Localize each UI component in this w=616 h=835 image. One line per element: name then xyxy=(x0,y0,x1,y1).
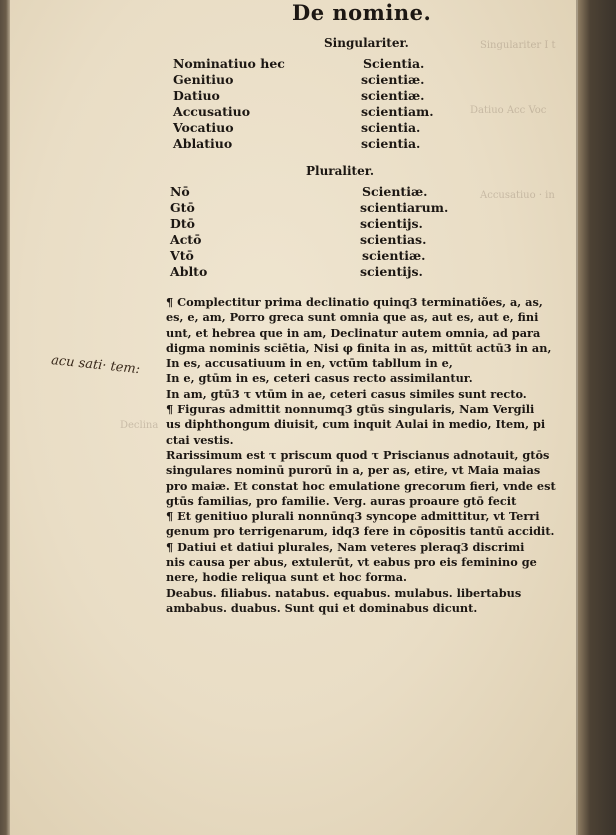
text-line: ¶ Et genitiuo plurali nonnūnq3 syncope admittitur, vt Terri xyxy=(166,509,540,524)
case-form: scientia. xyxy=(361,120,421,135)
table-row xyxy=(170,184,450,200)
handwritten-margin-note: acu sati· tem: xyxy=(50,353,141,378)
text-line: Rarissimum est τ priscum quod τ Priscianus adnotauit, gtōs xyxy=(166,447,550,462)
case-label: Nō xyxy=(170,184,190,199)
case-form: scientias. xyxy=(360,232,427,247)
case-label: Dtō xyxy=(170,216,195,231)
case-label: Actō xyxy=(170,232,202,247)
text-line: us diphthongum diuisit, cum inquit Aulai in medio, Item, pi xyxy=(166,417,546,432)
text-line: ¶ Figuras admittit nonnumq3 gtūs singularis, Nam Vergili xyxy=(166,402,535,417)
text-line: unt, et hebrea que in am, Declinatur autem omnia, ad para xyxy=(166,325,541,340)
table-row xyxy=(170,216,450,232)
text-line: nere, hodie reliqua sunt et hoc forma. xyxy=(166,570,407,585)
case-form: scientiæ. xyxy=(362,248,426,263)
case-form: scientiarum. xyxy=(360,200,449,215)
case-form: scientiæ. xyxy=(361,88,425,103)
book-page xyxy=(10,0,578,835)
case-label: Vtō xyxy=(170,248,194,263)
table-row xyxy=(170,200,450,216)
case-form: scientia. xyxy=(361,136,421,151)
case-form: Scientiæ. xyxy=(362,184,428,199)
table-row xyxy=(173,136,433,152)
show-through-texture-2: Datiuo Acc Voc xyxy=(470,105,547,116)
text-line: nis causa per abus, extulerūt, vt eabus pro eis feminino ge xyxy=(166,555,537,570)
singular-table xyxy=(173,56,433,152)
text-line: pro maiæ. Et constat hoc emulatione grecorum fieri, vnde est xyxy=(166,478,556,493)
text-line: gtūs familias, pro familie. Verg. auras proaure gtō fecit xyxy=(166,493,517,508)
text-line: Deabus. filiabus. natabus. equabus. mulabus. libertabus xyxy=(166,585,522,600)
case-label: Datiuo xyxy=(173,88,220,103)
case-label: Gtō xyxy=(170,200,195,215)
text-line: ¶ Complectitur prima declinatio quinq3 terminatiões, a, as, xyxy=(166,295,543,309)
show-through-texture-4: Declina xyxy=(120,420,159,431)
plural-table xyxy=(170,184,450,280)
case-label: Accusatiuo xyxy=(173,104,251,119)
case-form: scientiæ. xyxy=(361,72,425,87)
table-row xyxy=(173,72,433,88)
case-label: Nominatiuo hec xyxy=(173,56,285,71)
show-through-texture: Singulariter I t xyxy=(480,40,556,51)
case-label: Genitiuo xyxy=(173,72,234,87)
commentary-text xyxy=(166,295,566,616)
table-row xyxy=(170,264,450,280)
show-through-texture-3: Accusatiuo · in xyxy=(480,190,555,201)
text-line: genum pro terrigenarum, idq3 fere in cōpositis tantū accidit. xyxy=(166,524,555,539)
case-label: Ablatiuo xyxy=(173,136,233,151)
case-label: Ablto xyxy=(170,264,208,279)
text-line: ambabus. duabus. Sunt qui et dominabus dicunt. xyxy=(166,600,478,615)
case-form: scientijs. xyxy=(360,264,423,279)
text-line: ctai vestis. xyxy=(166,432,234,447)
case-form: Scientia. xyxy=(363,56,425,71)
text-line: In es, accusatiuum in en, vctūm tabllum in e, xyxy=(166,356,453,371)
text-line: digma nominis sciētia, Nisi φ finita in as, mittūt actū3 in an, xyxy=(166,340,552,355)
plural-heading: Pluraliter. xyxy=(306,164,375,178)
table-row xyxy=(173,56,433,72)
case-form: scientijs. xyxy=(360,216,423,231)
page-edge-shadow xyxy=(576,0,578,835)
text-line: es, e, am, Porro greca sunt omnia que as, aut es, aut e, fini xyxy=(166,310,539,325)
running-title: De nomine. xyxy=(292,0,432,25)
text-line: ¶ Datiui et datiui plurales, Nam veteres pleraq3 discrimi xyxy=(166,539,525,554)
case-label: Vocatiuo xyxy=(173,120,234,135)
text-line: singulares nominū purorū in a, per as, etire, vt Maia maias xyxy=(166,463,541,478)
table-row xyxy=(170,232,450,248)
table-row xyxy=(173,120,433,136)
table-row xyxy=(173,88,433,104)
case-form: scientiam. xyxy=(361,104,434,119)
text-line: In e, gtūm in es, ceteri casus recto assimilantur. xyxy=(166,371,473,386)
singular-heading: Singulariter. xyxy=(324,36,409,50)
table-row xyxy=(173,104,433,120)
text-line: In am, gtū3 τ vtūm in ae, ceteri casus similes sunt recto. xyxy=(166,386,527,401)
table-row xyxy=(170,248,450,264)
